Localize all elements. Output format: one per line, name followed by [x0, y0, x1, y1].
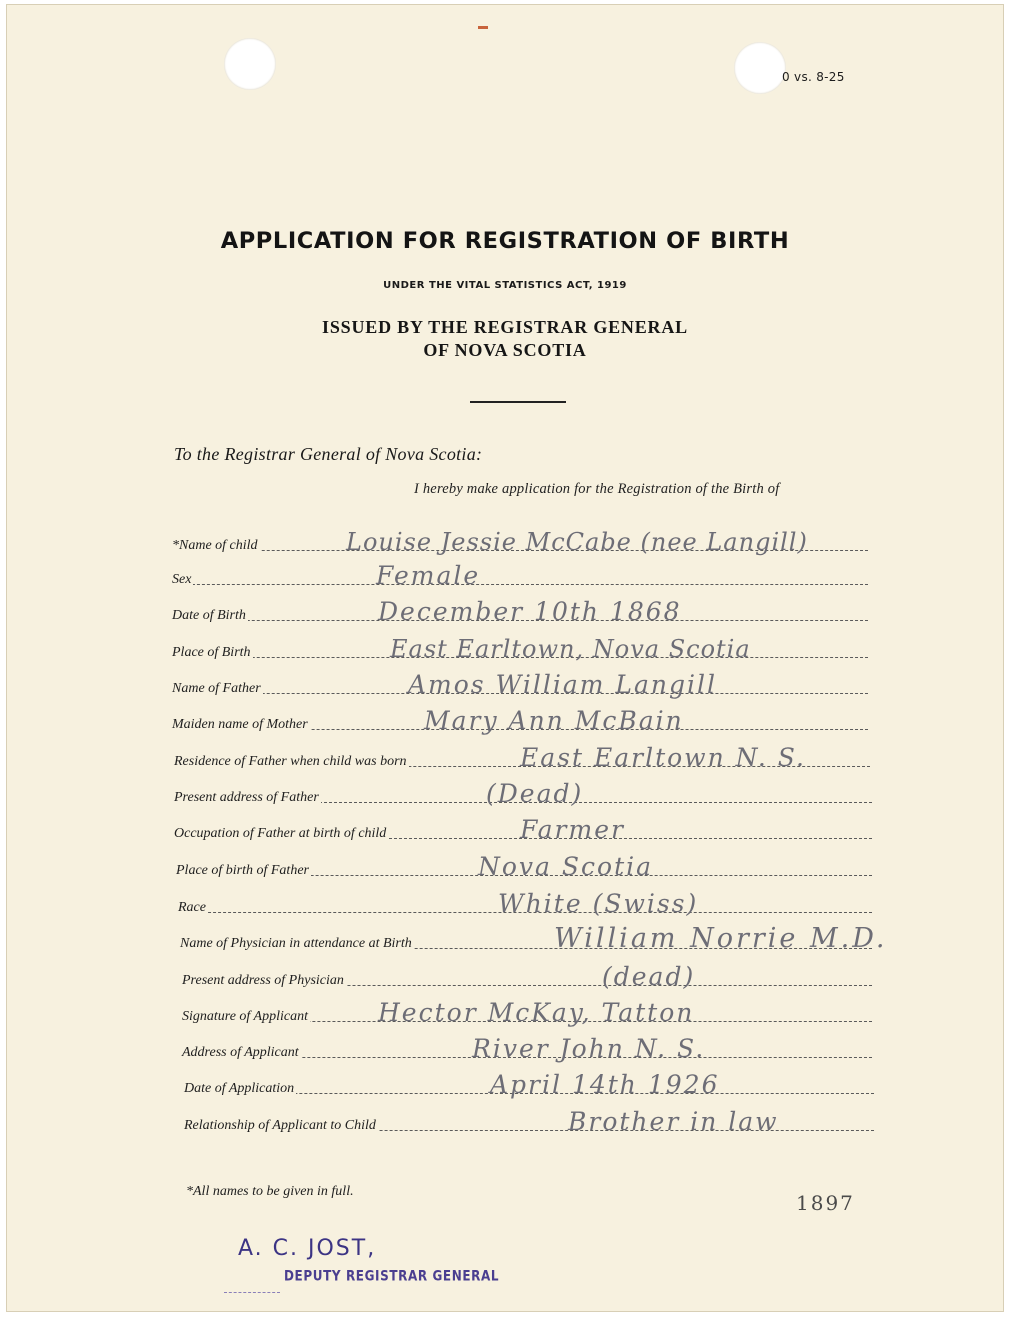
serial-number: 1897: [796, 1191, 855, 1215]
field-physician: [180, 922, 888, 954]
field-label: *Name of child: [172, 538, 258, 553]
punch-hole-left: [224, 38, 276, 90]
field-value: December 10th 1868: [378, 597, 682, 626]
field-label: Date of Birth: [172, 608, 246, 623]
field-value: River John N. S.: [472, 1034, 706, 1063]
field-label: Sex: [172, 572, 192, 587]
stamp-name: A. C. JOST,: [238, 1236, 377, 1261]
field-relationship-to-child: [184, 1104, 874, 1134]
field-value: White (Swiss): [498, 889, 699, 918]
field-value: Amos William Langill: [408, 670, 717, 699]
field-value: East Earltown N. S.: [520, 743, 806, 772]
title-divider: [470, 401, 566, 403]
field-present-address-of-father: [174, 776, 872, 806]
field-value: Louise Jessie McCabe (nee Langill): [346, 528, 808, 556]
field-label: Address of Applicant: [182, 1045, 299, 1060]
field-label: Maiden name of Mother: [172, 717, 308, 732]
stamp-title: DEPUTY REGISTRAR GENERAL: [284, 1267, 500, 1285]
form-title: APPLICATION FOR REGISTRATION OF BIRTH: [220, 228, 790, 254]
field-label: Present address of Father: [174, 790, 319, 805]
field-value: April 14th 1926: [490, 1070, 720, 1099]
field-maiden-name-of-mother: [172, 703, 868, 733]
field-label: Present address of Physician: [182, 973, 344, 988]
field-value: (dead): [602, 962, 696, 991]
field-label: Name of Physician in attendance at Birth: [180, 936, 412, 951]
issuer-line-2: OF NOVA SCOTIA: [423, 340, 587, 360]
form-number: 0 vs. 8-25: [782, 70, 845, 84]
footnote: *All names to be given in full.: [186, 1184, 354, 1199]
field-occupation-of-father: [174, 812, 872, 842]
form-subtitle: UNDER THE VITAL STATISTICS ACT, 1919: [383, 280, 627, 291]
field-address-of-applicant: [182, 1031, 872, 1061]
field-value: Farmer: [520, 815, 625, 844]
field-label: Place of Birth: [172, 645, 251, 660]
field-label: Signature of Applicant: [182, 1009, 308, 1024]
red-mark: [478, 26, 488, 29]
field-date-of-application: [184, 1067, 874, 1097]
field-signature-of-applicant: [182, 995, 872, 1025]
field-residence-of-father: [174, 740, 870, 770]
stamp-underline: [224, 1292, 280, 1293]
field-label: Date of Application: [184, 1081, 295, 1096]
birth-registration-form: [6, 4, 1004, 1312]
field-value: (Dead): [486, 779, 584, 808]
field-label: Place of birth of Father: [176, 863, 309, 878]
field-sex: [172, 558, 868, 588]
fill-line: [172, 584, 868, 585]
field-label: Relationship of Applicant to Child: [184, 1118, 376, 1133]
field-value: Mary Ann McBain: [424, 706, 684, 735]
field-value: Female: [376, 561, 481, 590]
field-race: [178, 886, 872, 916]
intro-text: I hereby make application for the Registration of the Birth of: [414, 481, 780, 497]
field-date-of-birth: [172, 594, 868, 624]
field-value: Nova Scotia: [478, 852, 654, 881]
field-place-of-birth-of-father: [176, 849, 872, 879]
salutation: To the Registrar General of Nova Scotia:: [174, 444, 483, 464]
field-place-of-birth: [172, 631, 868, 661]
field-name-of-child: [172, 524, 868, 554]
issuer-line-1: ISSUED BY THE REGISTRAR GENERAL: [322, 317, 688, 337]
field-label: Residence of Father when child was born: [174, 754, 407, 769]
field-value: Brother in law: [568, 1107, 779, 1136]
field-label: Occupation of Father at birth of child: [174, 826, 387, 841]
field-value: East Earltown, Nova Scotia: [390, 635, 751, 663]
field-label: Race: [178, 900, 206, 915]
field-value: Hector McKay, Tatton: [378, 998, 695, 1027]
field-label: Name of Father: [172, 681, 261, 696]
punch-hole-right: [734, 42, 786, 94]
field-value: William Norrie M.D.: [554, 923, 888, 954]
field-present-address-of-physician: [182, 959, 872, 989]
issuer: [6, 316, 1004, 362]
field-name-of-father: [172, 667, 868, 697]
